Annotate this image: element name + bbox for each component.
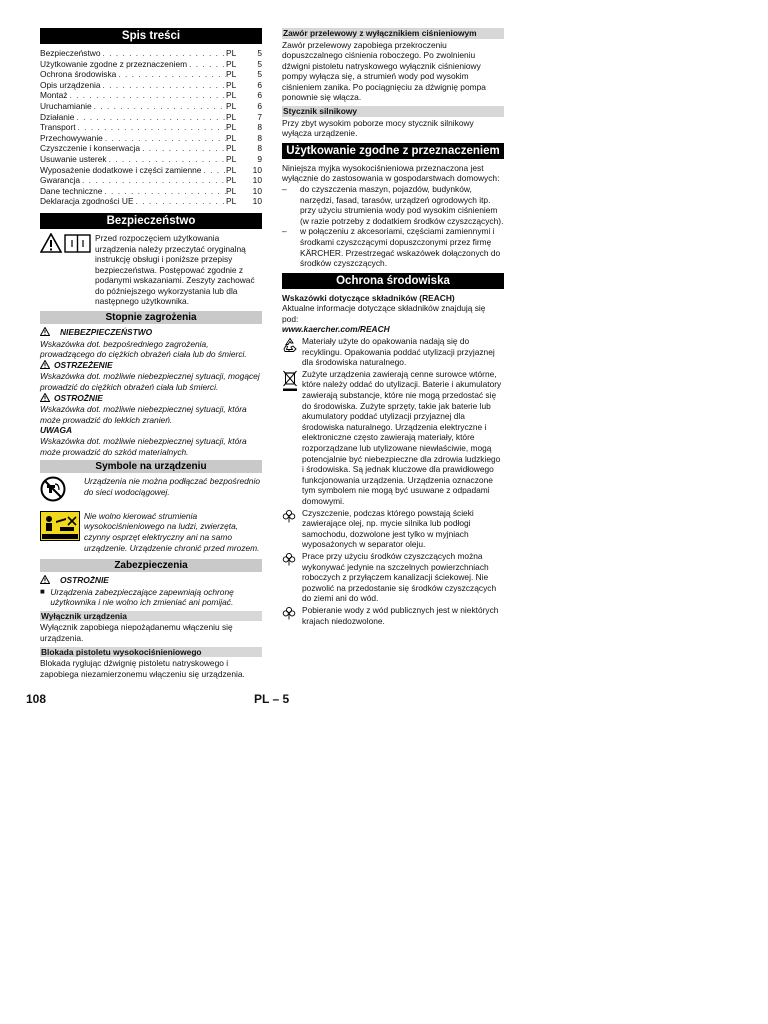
toc-row bbox=[40, 143, 262, 154]
toc-entry-page: 9 bbox=[257, 153, 262, 164]
safety-title: Bezpieczeństwo bbox=[40, 213, 262, 229]
toc-entry-name: Działanie bbox=[40, 111, 75, 122]
toc-row bbox=[40, 154, 262, 165]
hazard-item bbox=[40, 393, 262, 426]
intended-use-list bbox=[282, 184, 504, 269]
disposal-text: Zużyte urządzenia zawierają cenne surowce wtórne, które należy oddać do utylizacji. Baterie i akumulatory zawierają substancje, które nie mogą przedostać się do środowiska. Zużyte sprzęty, takie jak baterie lub akumulatory poddać utylizacji przyjaznej dla środowiska naturalnego. Urządzenia elektryczne i elektroniczne często zawierają materiały, które rozporządzane lub utylizowane niewłaściwie, mogą potencjalnie być niebezpieczne dla zdrowia ludzkiego i środowiska. Są jednak kluczowe dla prawidłowego funkcjonowania urządzenia. Urządzenia oznaczone tym symbolem nie mogą być usuwane z odpadami domowymi. bbox=[302, 368, 502, 506]
toc-entry-name: Ochrona środowiska bbox=[40, 69, 117, 80]
env-public-water-row bbox=[282, 605, 504, 626]
toc-entry-lang: PL bbox=[226, 164, 237, 175]
toc-entry-lang: PL bbox=[226, 58, 237, 69]
hazard-heading: OSTROŻNIE bbox=[54, 392, 103, 403]
symbol-jet-row bbox=[40, 511, 262, 553]
warning-triangle-icon bbox=[40, 393, 52, 405]
reach-url: www.kaercher.com/REACH bbox=[282, 324, 390, 335]
symbol-water-row bbox=[40, 476, 262, 505]
agents-text: Prace przy użyciu środków czyszczących można wykonywać jedynie na szczelnych powierzchniach roboczych z przyłączem kanalizacji ściekowej. Nie pozwolić na przedostanie się środków czyszczących do ziemi ani do wód. bbox=[302, 550, 497, 604]
toc-row bbox=[40, 48, 262, 59]
symbol-water-text: Urządzenia nie można podłączać bezpośrednio do sieci wodociągowej. bbox=[84, 476, 260, 497]
env-disposal-row bbox=[282, 369, 504, 507]
toc-entry-lang: PL bbox=[226, 196, 237, 207]
bullet-square-icon: ■ bbox=[40, 586, 45, 596]
toc-row bbox=[40, 175, 262, 186]
env-agents-row bbox=[282, 551, 504, 604]
recycle-icon bbox=[282, 336, 302, 368]
toc-entry-page: 5 bbox=[257, 69, 262, 80]
dash-bullet-icon: – bbox=[282, 183, 287, 194]
toc-entry-name: Opis urządzenia bbox=[40, 79, 101, 90]
switch-text: Wyłącznik zapobiega niepożądanemu włączeniu się urządzenia. bbox=[40, 622, 233, 644]
intended-use-intro: Niniejsza myjka wysokociśnieniowa przeznaczona jest wyłącznie do zastosowania w gospodarstwach domowych: bbox=[282, 162, 500, 184]
safety-devices-title: Zabezpieczenia bbox=[40, 559, 262, 572]
dash-bullet-icon: – bbox=[282, 226, 287, 237]
environment-title: Ochrona środowiska bbox=[282, 273, 504, 289]
oil-text: Czyszczenie, podczas którego powstają ścieki zawierające olej, np. mycie silnika lub podłogi samochodu, dozwolone jest tylko w myjniach wyposażonych w separator oleju. bbox=[302, 507, 474, 550]
toc-entry-name: Uruchamianie bbox=[40, 100, 92, 111]
toc-entry-page: 6 bbox=[257, 90, 262, 101]
gun-lock-text: Blokada ryglując dźwignię pistoletu natryskowego i zapobiega niezamierzonemu włączeniu się urządzenia. bbox=[40, 658, 245, 679]
valve-title: Zawór przelewowy z wyłącznikiem ciśnieniowym bbox=[282, 28, 504, 39]
hazard-item bbox=[40, 425, 262, 457]
switch-title: Wyłącznik urządzenia bbox=[40, 611, 262, 622]
motor-switch-text: Przy zbyt wysokim poborze mocy stycznik silnikowy wyłącza urządzenie. bbox=[282, 117, 474, 139]
toc-entry-page: 6 bbox=[257, 79, 262, 90]
crossed-bin-icon bbox=[282, 369, 302, 507]
env-oil-row bbox=[282, 508, 504, 550]
toc-row bbox=[40, 101, 262, 112]
toc-row bbox=[40, 186, 262, 197]
right-column bbox=[282, 28, 504, 626]
environment-flower-icon bbox=[282, 605, 302, 626]
toc-entry-page: 6 bbox=[257, 100, 262, 111]
toc-leader-dots bbox=[140, 143, 226, 154]
hazard-heading: NIEBEZPIECZEŃSTWO bbox=[60, 327, 153, 338]
toc-leader-dots bbox=[80, 175, 226, 186]
hazard-text: Wskazówka dot. bezpośredniego zagrożenia, prowadzącego do ciężkich obrażeń ciała lub do śmierci. bbox=[40, 338, 247, 360]
caution-triangle-icon bbox=[40, 575, 58, 587]
toc-row bbox=[40, 112, 262, 123]
toc-entry-page: 10 bbox=[252, 175, 262, 186]
toc-row bbox=[40, 122, 262, 133]
left-column bbox=[40, 28, 262, 679]
toc-leader-dots bbox=[74, 112, 226, 123]
safety-intro-block bbox=[40, 233, 262, 307]
toc-leader-dots bbox=[103, 133, 226, 144]
toc-row bbox=[40, 133, 262, 144]
toc-entry-page: 8 bbox=[257, 132, 262, 143]
toc-row bbox=[40, 69, 262, 80]
toc-entry-lang: PL bbox=[226, 100, 237, 111]
toc-entry-lang: PL bbox=[226, 143, 237, 154]
toc-entry-name: Wyposażenie dodatkowe i części zamienne bbox=[40, 164, 202, 175]
recycle-text: Materiały użyte do opakowania nadają się do recyklingu. Opakowania poddać utylizacji przyjaznej dla środowiska naturalnego. bbox=[302, 336, 495, 368]
warning-triangle-icon bbox=[40, 327, 58, 339]
toc-list bbox=[40, 48, 262, 207]
intended-use-item bbox=[282, 184, 504, 226]
toc-entry-name: Przechowywanie bbox=[40, 132, 103, 143]
no-tap-connection-icon bbox=[40, 476, 84, 505]
toc-entry-lang: PL bbox=[226, 132, 237, 143]
toc-row bbox=[40, 80, 262, 91]
toc-leader-dots bbox=[92, 101, 226, 112]
intended-use-item-text: w połączeniu z akcesoriami, częściami zamiennymi i środkami czyszczącymi dopuszczonymi przez firmę KÄRCHER. Przestrzegać wskazówek dołączonych do środków czyszczących. bbox=[300, 226, 501, 269]
toc-entry-lang: PL bbox=[226, 48, 237, 58]
toc-entry-page: 8 bbox=[257, 122, 262, 133]
toc-entry-page: 8 bbox=[257, 143, 262, 154]
toc-entry-page: 5 bbox=[257, 48, 262, 58]
footer-language-page: PL – 5 bbox=[254, 692, 290, 706]
toc-entry-lang: PL bbox=[226, 175, 237, 186]
toc-leader-dots bbox=[76, 122, 226, 133]
motor-switch-title: Stycznik silnikowy bbox=[282, 106, 504, 117]
hazard-text: Wskazówka dot. możliwie niebezpiecznej sytuacji, która może prowadzić do lekkich zranień. bbox=[40, 404, 247, 425]
toc-entry-page: 10 bbox=[252, 164, 262, 175]
toc-title: Spis treści bbox=[40, 28, 262, 44]
hazard-text: Wskazówka dot. możliwie niebezpiecznej sytuacji, która może prowadzić do szkód materialnych. bbox=[40, 436, 247, 457]
toc-leader-dots bbox=[107, 154, 226, 165]
toc-entry-name: Transport bbox=[40, 122, 76, 133]
valve-text: Zawór przelewowy zapobiega przekroczeniu dopuszczalnego ciśnienia roboczego. Po zwolnieniu dźwigni pistoletu natryskowego wyłącznik ciśnieniowy pompy wyłącza się, a strumień wody pod wysokim ciśnieniem zanika. Po pociągnięciu za dźwignię pompa ponownie się włącza. bbox=[282, 39, 486, 103]
toc-leader-dots bbox=[134, 196, 226, 207]
hazard-levels-title: Stopnie zagrożenia bbox=[40, 311, 262, 324]
intended-use-item bbox=[282, 226, 504, 268]
environment-flower-icon bbox=[282, 551, 302, 604]
toc-entry-lang: PL bbox=[226, 111, 237, 122]
hazard-list bbox=[40, 327, 262, 457]
toc-entry-lang: PL bbox=[226, 153, 237, 164]
public-water-text: Pobieranie wody z wód publicznych jest w niektórych krajach niedozwolone. bbox=[302, 604, 499, 626]
toc-entry-name: Bezpieczeństwo bbox=[40, 48, 101, 58]
toc-entry-page: 7 bbox=[257, 111, 262, 122]
hazard-text: Wskazówka dot. możliwie niebezpiecznej sytuacji, mogącej prowadzić do ciężkich obrażeń ciała lub śmierci. bbox=[40, 371, 260, 393]
toc-leader-dots bbox=[187, 59, 226, 70]
caution-text: Urządzenia zabezpieczające zapewniają ochronę użytkownika i nie wolno ich zmieniać ani pomijać. bbox=[50, 586, 234, 608]
safety-devices-caution bbox=[40, 575, 262, 608]
hazard-heading: OSTRZEŻENIE bbox=[54, 359, 113, 370]
reach-title: Wskazówki dotyczące składników (REACH) bbox=[282, 292, 455, 303]
warning-triangle-icon bbox=[40, 360, 52, 372]
reach-text: Aktualne informacje dotyczące składników znajdują się pod: bbox=[282, 303, 486, 324]
toc-entry-lang: PL bbox=[226, 79, 237, 90]
toc-entry-name: Gwarancja bbox=[40, 175, 81, 186]
jet-warning-label-icon bbox=[40, 511, 84, 553]
toc-leader-dots bbox=[67, 90, 226, 101]
hazard-item bbox=[40, 327, 262, 360]
toc-entry-lang: PL bbox=[226, 69, 237, 80]
toc-row bbox=[40, 59, 262, 70]
caution-heading: OSTROŻNIE bbox=[60, 575, 109, 586]
hazard-item bbox=[40, 360, 262, 393]
toc-leader-dots bbox=[101, 48, 226, 59]
intended-use-item-text: do czyszczenia maszyn, pojazdów, budynków, narzędzi, fasad, tarasów, urządzeń ogrodowych itp. przy użyciu strumienia wody pod wysokim ciśnieniem (w razie potrzeby z dodatkiem środków czyszczących). bbox=[300, 183, 504, 226]
symbol-jet-text: Nie wolno kierować strumienia wysokociśnieniowego na ludzi, zwierzęta, czynny osprzęt elektryczny ani na samo urządzenie. Urządzenie chronić przed mrozem. bbox=[84, 510, 260, 553]
toc-leader-dots bbox=[201, 165, 226, 176]
footer-page-number: 108 bbox=[26, 692, 47, 706]
toc-row bbox=[40, 165, 262, 176]
toc-entry-lang: PL bbox=[226, 90, 237, 101]
toc-row bbox=[40, 90, 262, 101]
toc-entry-lang: PL bbox=[226, 122, 237, 133]
environment-flower-icon bbox=[282, 508, 302, 550]
toc-entry-page: 5 bbox=[257, 58, 262, 69]
toc-leader-dots bbox=[102, 186, 226, 197]
toc-entry-page: 10 bbox=[252, 196, 262, 207]
warning-manual-icon bbox=[40, 233, 92, 307]
toc-entry-name: Dane techniczne bbox=[40, 185, 103, 196]
env-recycle-row bbox=[282, 336, 504, 368]
toc-row bbox=[40, 196, 262, 207]
intended-use-title: Użytkowanie zgodne z przeznaczeniem bbox=[282, 143, 504, 159]
gun-lock-title: Blokada pistoletu wysokociśnieniowego bbox=[40, 647, 262, 658]
safety-intro-text: Przed rozpoczęciem użytkowania urządzenia należy przeczytać oryginalną instrukcję obsługi i poniższe przepisy bezpieczeństwa. Postępować zgodnie z podanymi wskazaniami. Zeszyty zachować do późniejszego wykorzystania lub dla następnego użytkownika. bbox=[95, 232, 255, 307]
toc-entry-name: Deklaracja zgodności UE bbox=[40, 196, 134, 207]
hazard-heading: UWAGA bbox=[40, 425, 73, 436]
toc-entry-page: 10 bbox=[252, 185, 262, 196]
toc-entry-name: Usuwanie usterek bbox=[40, 153, 107, 164]
toc-leader-dots bbox=[116, 69, 226, 80]
toc-entry-name: Czyszczenie i konserwacja bbox=[40, 143, 141, 154]
toc-entry-name: Użytkowanie zgodne z przeznaczeniem bbox=[40, 58, 188, 69]
device-symbols-title: Symbole na urządzeniu bbox=[40, 460, 262, 473]
toc-entry-lang: PL bbox=[226, 185, 237, 196]
toc-leader-dots bbox=[101, 80, 226, 91]
toc-entry-name: Montaż bbox=[40, 90, 68, 101]
